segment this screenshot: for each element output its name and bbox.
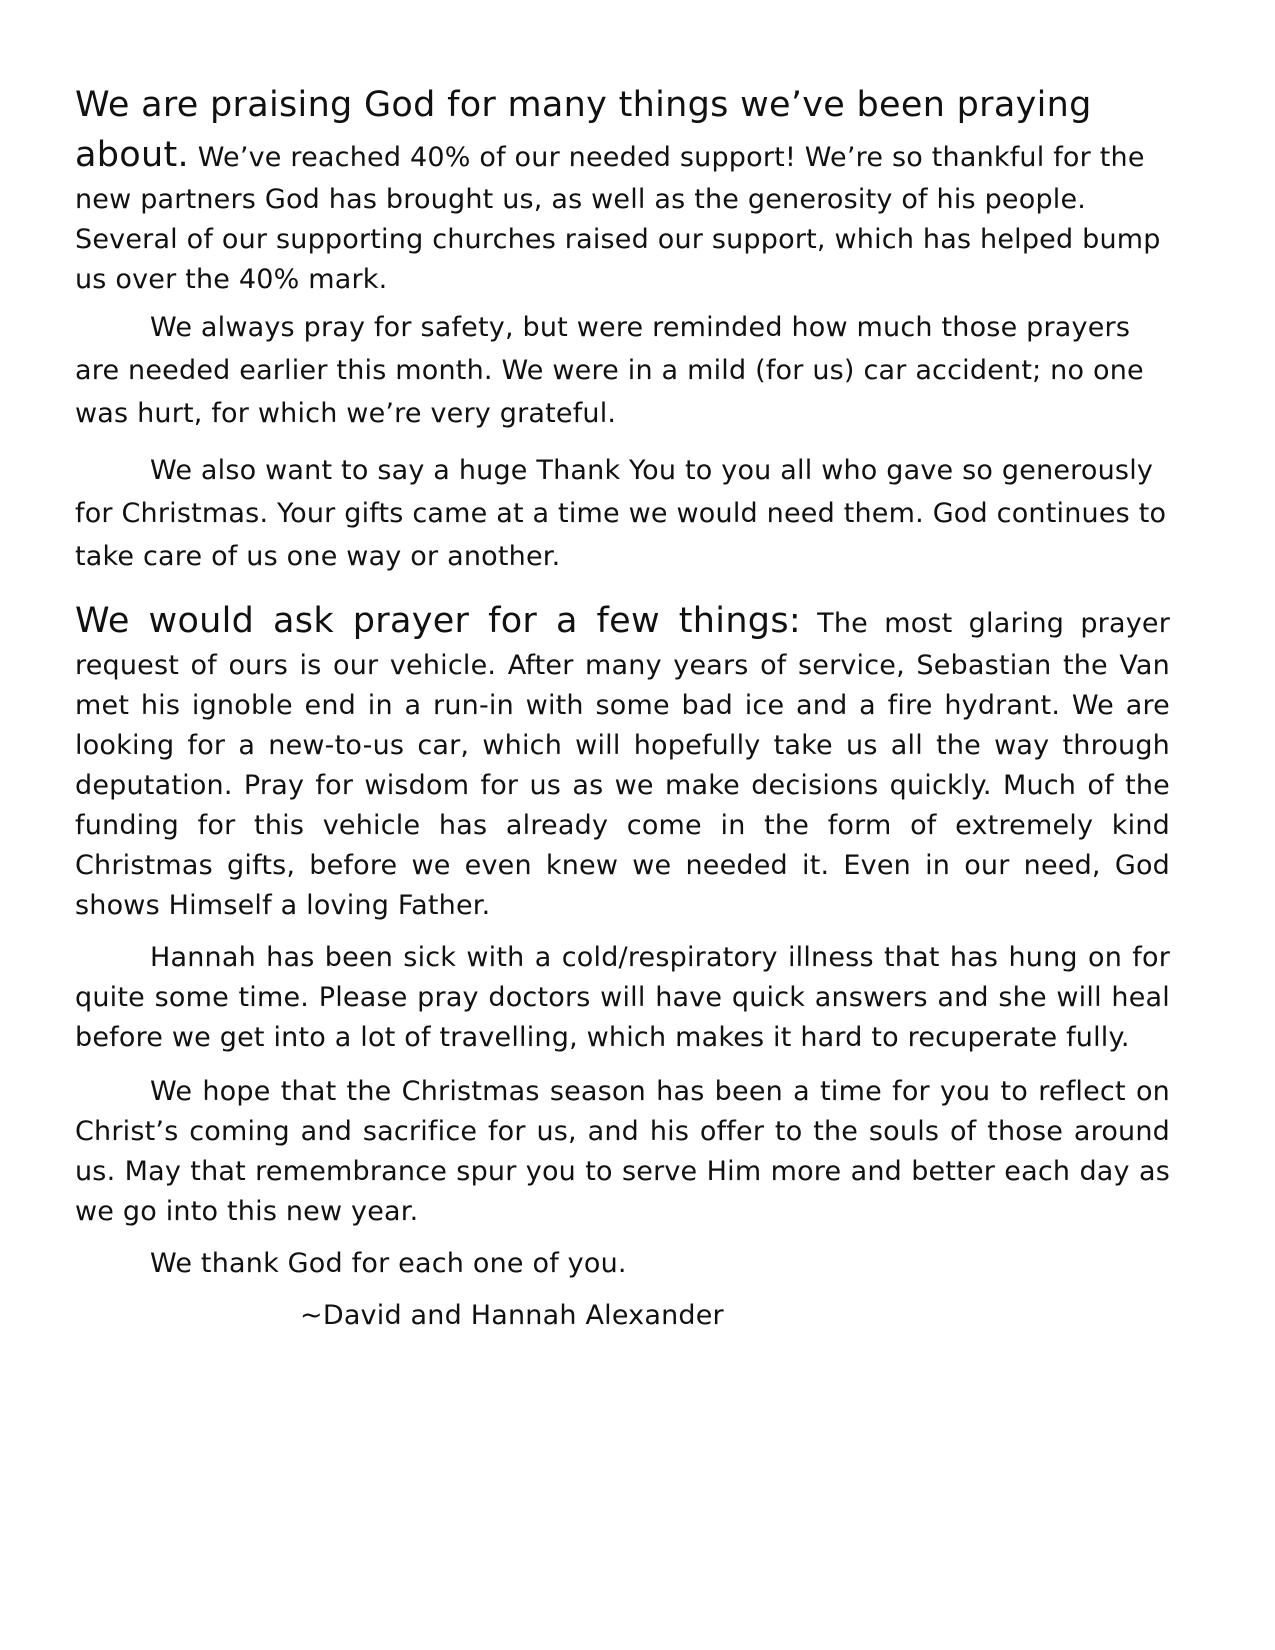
safety-paragraph: We always pray for safety, but were reminded how much those prayers are needed earlier this month. We were in a mild (for us) car accident; no one was hurt, for which we’re very grateful.: [75, 312, 1144, 429]
newsletter-letter: [75, 80, 1170, 1336]
closing-line: We thank God for each one of you.: [150, 1248, 627, 1279]
thanks-paragraph: We also want to say a huge Thank You to you all who gave so generously for Christmas. Your gifts came at a time we would need them. God continues to take care of us one way or another.: [75, 455, 1167, 572]
prayer-heading: We would ask prayer for a few things:: [75, 601, 801, 641]
prayer-text: The most glaring prayer request of ours is our vehicle. After many years of service, Sebastian the Van met his ignoble end in a run-in with some bad ice and a fire hydrant. We are looking for a new-to-us car, which will hopefully take us all the way through deputation. Pray for wisdom for us as we make decisions quickly. Much of the funding for this vehicle has already come in the form of extremely kind Christmas gifts, before we even knew we needed it. Even in our need, God shows Himself a loving Father.: [75, 608, 1170, 921]
christmas-paragraph: We hope that the Christmas season has been a time for you to reflect on Christ’s coming and sacrifice for us, and his offer to the souls of those around us. May that remembrance spur you to serve Him more and better each day as we go into this new year.: [75, 1076, 1170, 1227]
signature: ~David and Hannah Alexander: [300, 1300, 724, 1331]
praise-text: We’ve reached 40% of our needed support! We’re so thankful for the new partners God has brought us, as well as the generosity of his people. Several of our supporting churches raised our support, which has helped bump us over the 40% mark.: [75, 142, 1161, 295]
praise-paragraph: [75, 80, 1170, 300]
prayer-paragraph: [75, 596, 1170, 926]
praise-heading: We are praising God for many things we’ve been praying about.: [75, 85, 1092, 175]
health-paragraph: Hannah has been sick with a cold/respiratory illness that has hung on for quite some time. Please pray doctors will have quick answers and she will heal before we get into a lot of travelling, which makes it hard to recuperate fully.: [75, 942, 1170, 1053]
